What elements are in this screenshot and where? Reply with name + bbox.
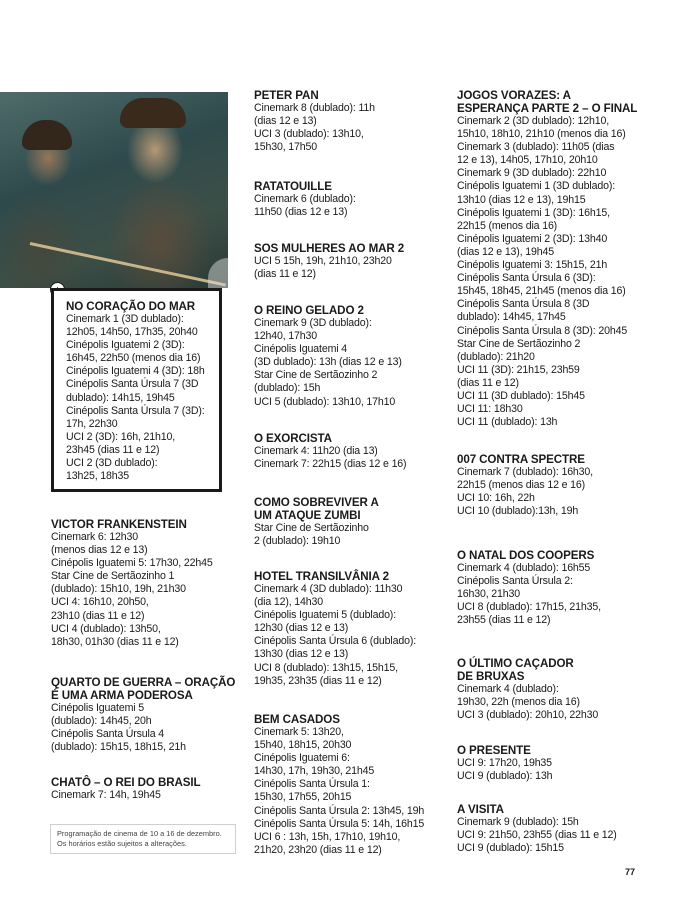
- movie-schedule: Cinemark 4 (dublado): 16h55 Cinépolis Santa Úrsula 2: 16h30, 21h30 UCI 8 (dublado): 17h15, 21h35, 23h55 (dias 11 e 12): [457, 562, 601, 627]
- movie-schedule: Cinemark 1 (3D dublado): 12h05, 14h50, 17h35, 20h40 Cinépolis Iguatemi 2 (3D): 16h45, 22h50 (menos dia 16) Cinépolis Iguatemi 4 (3D): 18h Cinépolis Santa Úrsula 7 (3D dublado): 14h15, 19h45 Cinépolis Santa Úrsula 7 (3D): 17h, 22h30 UCI 2 (3D): 16h, 21h10, 23h45 (dias 11 e 12) UCI 2 (3D dublado): 13h25, 18h35: [66, 313, 205, 483]
- schedule-note: Programação de cinema de 10 a 16 de dezembro. Os horários estão sujeitos a alterações.: [50, 824, 236, 854]
- movie-title: NO CORAÇÃO DO MAR: [66, 300, 196, 313]
- movie-schedule: Cinemark 7: 14h, 19h45: [51, 789, 161, 801]
- movie-title: PETER PAN: [254, 89, 319, 102]
- movie-listing: [254, 180, 444, 219]
- movie-listing: [51, 676, 237, 754]
- movie-listing: [51, 776, 241, 802]
- movie-listing: [254, 713, 444, 857]
- movie-listing: [254, 570, 444, 688]
- movie-title: SOS MULHERES AO MAR 2: [254, 242, 405, 255]
- movie-listing: [457, 89, 657, 429]
- movie-schedule: UCI 5 15h, 19h, 21h10, 23h20 (dias 11 e 12): [254, 255, 392, 281]
- movie-schedule: Cinemark 6: 12h30 (menos dias 12 e 13) Cinépolis Iguatemi 5: 17h30, 22h45 Star Cine de Sertãozinho 1 (dublado): 15h10, 19h, 21h30 UCI 4: 16h10, 20h50, 23h10 (dias 11 e 12) UCI 4 (dublado): 13h50, 18h30, 01h30 (dias 11 e 12): [51, 531, 213, 648]
- movie-title: CHATÔ – O REI DO BRASIL: [51, 776, 201, 789]
- movie-listing: [457, 549, 647, 627]
- movie-schedule: Cinemark 2 (3D dublado): 12h10, 15h10, 18h10, 21h10 (menos dia 16) Cinemark 3 (dublado): 11h05 (dias 12 e 13), 14h05, 17h10, 20h10 Cinemark 9 (3D dublado): 22h10 Cinépolis Iguatemi 1 (3D dublado): 13h10 (dias 12 e 13), 19h15 Cinépolis Iguatemi 1 (3D): 16h15, 22h15 (menos dia 16) Cinépolis Iguatemi 2 (3D): 13h40 (dias 12 e 13), 19h45 Cinépolis Iguatemi 3: 15h15, 21h Cinépolis Santa Úrsula 6 (3D): 15h45, 18h45, 21h45 (menos dia 16) Cinépolis Santa Úrsula 8 (3D dublado): 14h45, 17h45 Cinépolis Santa Úrsula 8 (3D): 20h45 Star Cine de Sertãozinho 2 (dublado): 21h20 UCI 11 (3D): 21h15, 23h59 (dias 11 e 12) UCI 11 (3D dublado): 15h45 UCI 11: 18h30 UCI 11 (dublado): 13h: [457, 115, 628, 429]
- movie-listing: [457, 453, 647, 518]
- movie-schedule: Cinemark 7 (dublado): 16h30, 22h15 (menos dias 12 e 16) UCI 10: 16h, 22h UCI 10 (dublado):13h, 19h: [457, 466, 593, 518]
- movie-schedule: UCI 9: 17h20, 19h35 UCI 9 (dublado): 13h: [457, 757, 553, 783]
- photo-corner: [208, 258, 228, 288]
- movie-listing: [457, 744, 647, 783]
- movie-title: A VISITA: [457, 803, 504, 816]
- actor-head: [22, 120, 72, 150]
- movie-title: JOGOS VORAZES: A ESPERANÇA PARTE 2 – O FINAL: [457, 89, 638, 115]
- movie-schedule: Cinemark 6 (dublado): 11h50 (dias 12 e 13): [254, 193, 356, 219]
- actor-head: [120, 98, 186, 128]
- movie-schedule: Cinemark 9 (3D dublado): 12h40, 17h30 Cinépolis Iguatemi 4 (3D dublado): 13h (dias 12 e 13) Star Cine de Sertãozinho 2 (dublado): 15h UCI 5 (dublado): 13h10, 17h10: [254, 317, 402, 408]
- movie-listing: [254, 304, 444, 409]
- movie-schedule: Cinemark 4: 11h20 (dia 13) Cinemark 7: 22h15 (dias 12 e 16): [254, 445, 407, 471]
- movie-listing: [254, 496, 444, 548]
- movie-listing: [254, 432, 444, 471]
- movie-schedule: Star Cine de Sertãozinho 2 (dublado): 19h10: [254, 522, 369, 548]
- movie-listing: [457, 803, 647, 855]
- movie-listing: [254, 89, 444, 154]
- movie-listing: [457, 657, 647, 722]
- movie-listing: [254, 242, 444, 281]
- movie-title: BEM CASADOS: [254, 713, 340, 726]
- featured-movie-box: [51, 288, 222, 492]
- movie-title: O ÚLTIMO CAÇADOR DE BRUXAS: [457, 657, 574, 683]
- movie-title: QUARTO DE GUERRA – ORAÇÃO É UMA ARMA PODEROSA: [51, 676, 236, 702]
- movie-schedule: Cinépolis Iguatemi 5 (dublado): 14h45, 20h Cinépolis Santa Úrsula 4 (dublado): 15h15, 18h15, 21h: [51, 702, 186, 754]
- movie-title: RATATOUILLE: [254, 180, 332, 193]
- page-number: 77: [625, 867, 636, 877]
- movie-title: VICTOR FRANKENSTEIN: [51, 518, 187, 531]
- movie-schedule: Cinemark 8 (dublado): 11h (dias 12 e 13) UCI 3 (dublado): 13h10, 15h30, 17h50: [254, 102, 375, 154]
- movie-title: 007 CONTRA SPECTRE: [457, 453, 585, 466]
- movie-title: O EXORCISTA: [254, 432, 332, 445]
- movie-still-photo: [0, 92, 228, 288]
- rope: [30, 242, 226, 287]
- movie-title: HOTEL TRANSILVÂNIA 2: [254, 570, 389, 583]
- movie-title: COMO SOBREVIVER A UM ATAQUE ZUMBI: [254, 496, 379, 522]
- movie-schedule: Cinemark 5: 13h20, 15h40, 18h15, 20h30 Cinépolis Iguatemi 6: 14h30, 17h, 19h30, 21h45 Cinépolis Santa Úrsula 1: 15h30, 17h55, 20h15 Cinépolis Santa Úrsula 2: 13h45, 19h Cinépolis Santa Úrsula 5: 14h, 16h15 UCI 6 : 13h, 15h, 17h10, 19h10, 21h20, 23h20 (dias 11 e 12): [254, 726, 425, 856]
- movie-title: O NATAL DOS COOPERS: [457, 549, 595, 562]
- movie-title: O REINO GELADO 2: [254, 304, 364, 317]
- movie-schedule: Cinemark 4 (dublado): 19h30, 22h (menos dia 16) UCI 3 (dublado): 20h10, 22h30: [457, 683, 599, 722]
- movie-schedule: Cinemark 4 (3D dublado): 11h30 (dia 12), 14h30 Cinépolis Iguatemi 5 (dublado): 12h30 (dias 12 e 13) Cinépolis Santa Úrsula 6 (dublado): 13h30 (dias 12 e 13) UCI 8 (dublado): 13h15, 15h15, 19h35, 23h35 (dias 11 e 12): [254, 583, 416, 687]
- movie-listing: [51, 518, 241, 649]
- movie-schedule: Cinemark 9 (dublado): 15h UCI 9: 21h50, 23h55 (dias 11 e 12) UCI 9 (dublado): 15h15: [457, 816, 617, 855]
- movie-title: O PRESENTE: [457, 744, 531, 757]
